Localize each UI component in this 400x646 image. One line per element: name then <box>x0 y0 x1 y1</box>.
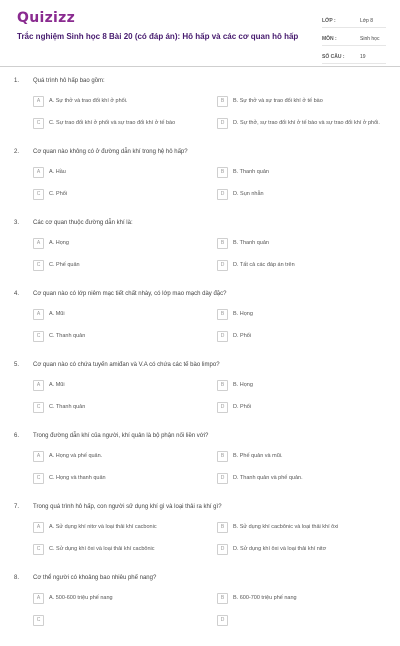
question-number: 8. <box>14 575 20 581</box>
option-letter-badge: A <box>33 380 44 391</box>
answer-option-b[interactable] <box>217 166 389 178</box>
option-letter-badge: B <box>217 522 228 533</box>
question-text: Trong quá trình hô hấp, con người sử dụng khí gì và loại thải ra khí gì? <box>33 504 222 510</box>
question-item <box>0 433 400 504</box>
option-letter-badge: C <box>33 615 44 626</box>
question-number: 7. <box>14 504 20 510</box>
option-text: A. 500-600 triệu phế nang <box>49 594 113 601</box>
question-number: 1. <box>14 78 20 84</box>
option-letter-badge: A <box>33 451 44 462</box>
answer-option-c[interactable] <box>33 472 201 484</box>
quiz-title: Trắc nghiệm Sinh học 8 Bài 20 (có đáp án): Hô hấp và các cơ quan hô hấp <box>17 32 299 41</box>
option-letter-badge: A <box>33 96 44 107</box>
option-letter-badge: B <box>217 593 228 604</box>
option-text: A. Sự thở và trao đổi khí ở phổi. <box>49 97 128 104</box>
answer-option-a[interactable] <box>33 308 201 320</box>
option-letter-badge: C <box>33 473 44 484</box>
question-item <box>0 575 400 646</box>
option-text: B. Họng <box>233 381 253 388</box>
option-text: A. Sử dụng khí nitơ và loại thải khí cacbonic <box>49 523 157 530</box>
question-text: Cơ quan nào có chứa tuyến amiđan và V.A có chứa các tế bào limpo? <box>33 362 220 368</box>
option-letter-badge: A <box>33 593 44 604</box>
option-text: B. Phế quản và mũi. <box>233 452 283 459</box>
option-letter-badge: C <box>33 544 44 555</box>
option-letter-badge: D <box>217 189 228 200</box>
option-text: A. Mũi <box>49 310 65 317</box>
option-text: C. Sử dụng khí ôxi và loại thải khí cacbônic <box>49 545 155 552</box>
question-text: Các cơ quan thuộc đường dẫn khí là: <box>33 220 133 226</box>
question-text: Trong đường dẫn khí của người, khí quản là bộ phận nối liền với? <box>33 433 209 439</box>
question-text: Cơ quan nào có lớp niêm mạc tiết chất nhày, có lớp mao mạch dày đặc? <box>33 291 227 297</box>
option-text: D. Sử dụng khí ôxi và loại thải khí nitơ <box>233 545 327 552</box>
answer-option-a[interactable] <box>33 450 201 462</box>
answer-option-c[interactable] <box>33 401 201 413</box>
answer-option-d[interactable] <box>217 543 389 555</box>
question-text: Cơ quan nào không có ở đường dẫn khí trong hệ hô hấp? <box>33 149 188 155</box>
answer-option-d[interactable] <box>217 188 389 200</box>
header <box>0 0 400 66</box>
answer-option-b[interactable] <box>217 308 389 320</box>
meta-value: Sinh học <box>360 35 380 42</box>
question-item <box>0 504 400 575</box>
question-item <box>0 78 400 149</box>
option-letter-badge: B <box>217 167 228 178</box>
answer-option-c[interactable] <box>33 614 201 626</box>
option-text: B. Thanh quản <box>233 239 269 246</box>
option-text: B. Họng <box>233 310 253 317</box>
question-item <box>0 291 400 362</box>
answer-option-c[interactable] <box>33 117 201 129</box>
option-text: D. Sụn nhẫn <box>233 190 264 197</box>
answer-option-c[interactable] <box>33 188 201 200</box>
option-letter-badge: A <box>33 309 44 320</box>
option-letter-badge: C <box>33 189 44 200</box>
question-item <box>0 362 400 433</box>
answer-option-a[interactable] <box>33 592 201 604</box>
question-number: 4. <box>14 291 20 297</box>
answer-option-d[interactable] <box>217 401 389 413</box>
answer-option-d[interactable] <box>217 614 389 626</box>
option-letter-badge: B <box>217 309 228 320</box>
answer-option-d[interactable] <box>217 117 389 129</box>
answer-option-b[interactable] <box>217 521 389 533</box>
option-letter-badge: C <box>33 402 44 413</box>
answer-option-d[interactable] <box>217 330 389 342</box>
option-letter-badge: D <box>217 473 228 484</box>
answer-option-a[interactable] <box>33 95 201 107</box>
option-letter-badge: C <box>33 331 44 342</box>
answer-option-c[interactable] <box>33 330 201 342</box>
option-text: D. Tất cả các đáp án trên <box>233 261 295 268</box>
answer-option-b[interactable] <box>217 95 389 107</box>
option-text: C. Họng và thanh quản <box>49 474 106 481</box>
answer-option-d[interactable] <box>217 472 389 484</box>
option-text: A. Họng và phế quản. <box>49 452 103 459</box>
answer-option-a[interactable] <box>33 521 201 533</box>
option-letter-badge: A <box>33 167 44 178</box>
option-text: D. Phổi <box>233 403 252 410</box>
option-text: B. Sự thở và sự trao đổi khí ở tế bào <box>233 97 323 104</box>
option-text: B. Sử dụng khí cacbônic và loại thải khí ôxi <box>233 523 339 530</box>
option-letter-badge: B <box>217 380 228 391</box>
option-letter-badge: A <box>33 522 44 533</box>
answer-option-c[interactable] <box>33 543 201 555</box>
option-text: C. Phổi <box>49 190 68 197</box>
option-text: A. Hầu <box>49 168 66 175</box>
quiz-meta <box>322 14 386 68</box>
question-list <box>0 78 400 646</box>
option-letter-badge: C <box>33 260 44 271</box>
option-letter-badge: D <box>217 402 228 413</box>
option-text: D. Sự thở, sự trao đổi khí ở tế bào và sự trao đổi khí ở phổi. <box>233 119 380 126</box>
option-letter-badge: C <box>33 118 44 129</box>
meta-label: LỚP : <box>322 17 336 24</box>
option-text: A. Mũi <box>49 381 65 388</box>
option-letter-badge: B <box>217 96 228 107</box>
answer-option-b[interactable] <box>217 237 389 249</box>
question-number: 2. <box>14 149 20 155</box>
option-letter-badge: D <box>217 331 228 342</box>
answer-option-b[interactable] <box>217 450 389 462</box>
meta-label: MÔN : <box>322 35 337 42</box>
meta-row-subject <box>322 32 386 46</box>
option-text: C. Thanh quản <box>49 403 86 410</box>
meta-label: SỐ CÂU : <box>322 53 345 60</box>
question-item <box>0 220 400 291</box>
header-divider <box>0 66 400 67</box>
answer-option-d[interactable] <box>217 259 389 271</box>
meta-row-count <box>322 50 386 64</box>
option-text: C. Phế quản <box>49 261 80 268</box>
option-text: D. Thanh quản và phế quản. <box>233 474 303 481</box>
option-text: D. Phổi <box>233 332 252 339</box>
option-letter-badge: D <box>217 544 228 555</box>
option-text: C. Thanh quản <box>49 332 86 339</box>
question-item <box>0 149 400 220</box>
question-number: 3. <box>14 220 20 226</box>
answer-option-a[interactable] <box>33 379 201 391</box>
answer-option-b[interactable] <box>217 592 389 604</box>
answer-option-c[interactable] <box>33 259 201 271</box>
question-text: Quá trình hô hấp bao gồm: <box>33 78 105 84</box>
answer-option-a[interactable] <box>33 237 201 249</box>
answer-option-b[interactable] <box>217 379 389 391</box>
option-letter-badge: B <box>217 238 228 249</box>
option-text: C. Sự trao đổi khí ở phổi và sự trao đổi khí ở tế bào <box>49 119 176 126</box>
question-text: Cơ thể người có khoảng bao nhiêu phế nang? <box>33 575 157 581</box>
option-letter-badge: D <box>217 118 228 129</box>
meta-value: 19 <box>360 53 366 60</box>
option-letter-badge: A <box>33 238 44 249</box>
question-number: 5. <box>14 362 20 368</box>
option-letter-badge: B <box>217 451 228 462</box>
brand-logo: Quizizz <box>17 10 76 26</box>
meta-row-grade <box>322 14 386 28</box>
option-text: B. 600-700 triệu phế nang <box>233 594 297 601</box>
option-letter-badge: D <box>217 615 228 626</box>
option-text: A. Họng <box>49 239 69 246</box>
meta-value: Lớp 8 <box>360 17 374 24</box>
option-letter-badge: D <box>217 260 228 271</box>
question-number: 6. <box>14 433 20 439</box>
option-text: B. Thanh quản <box>233 168 269 175</box>
answer-option-a[interactable] <box>33 166 201 178</box>
